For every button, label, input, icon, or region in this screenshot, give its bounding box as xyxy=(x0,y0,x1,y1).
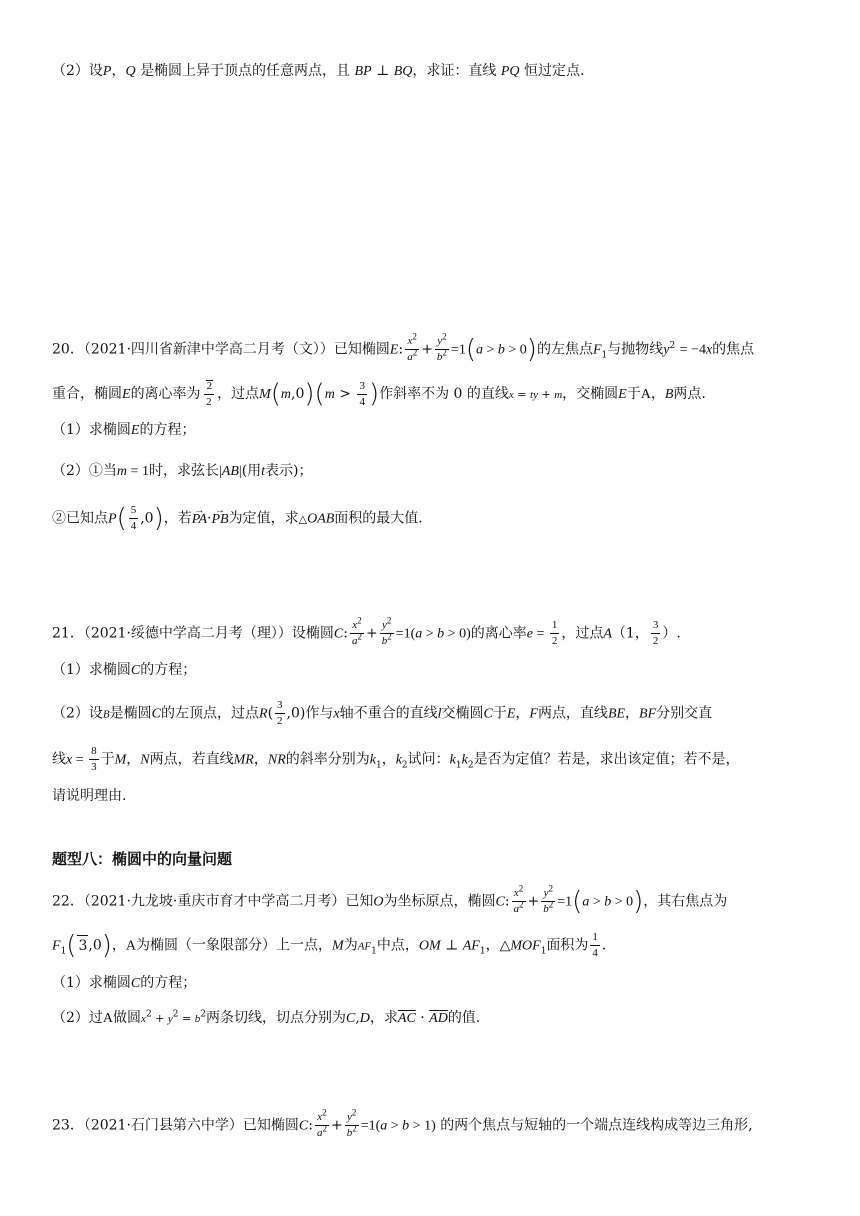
q22-part1: （1）求椭圆C的方程； xyxy=(52,975,197,991)
section-title: 题型八：椭圆中的向量问题 xyxy=(52,850,233,868)
q22-line2: $F_1$( 3,0)，A为椭圆（一象限部分）上一点，M为$AF_1$中点，OM ⊥ $AF_1$，$\triangle MOF_1$面积为 $\frac{1}{4}$ . xyxy=(52,930,607,961)
q19-part2-line: （2）设P，Q 是椭圆上异于顶点的任意两点，且 BP ⊥ BQ，求证：直线 PQ 恒过定点. xyxy=(52,63,585,79)
q22-part2: （2）过A做圆$x^2 + y^2 = b^2$两条切线，切点分别为C,D，求$\overline{AC} \cdot \overline{AD}$的值. xyxy=(52,1009,481,1026)
q23-line1: 23．（2021·石门县第六中学）已知椭圆C: $\frac{x^2}{a^2}$ + $\frac{y^2}{b^2}$ =1(a > b > 1) 的两个焦点与短轴的一个端点连线构成等边三角形, xyxy=(52,1107,753,1139)
q21-line5: 请说明理由. xyxy=(52,788,127,804)
q20-part1: （1）求椭圆E的方程； xyxy=(52,422,196,438)
q21-part1: （1）求椭圆C的方程； xyxy=(52,662,197,678)
q20-line2: 重合，椭圆E的离心率为 $\frac{2}{2}$ ，过点M(m,0)(m > $\frac{3}{4}$ )作斜率不为 0 的直线x = ty + m，交椭圆E于A，B两点. xyxy=(52,379,706,409)
q21-part2: （2）设B是椭圆C的左顶点，过点R( $\frac{3}{2}$ ,0)作与x轴不重合的直线l交椭圆C于E，F两点，直线BE，BF分别交直 xyxy=(52,699,713,727)
q22-line1: 22．（2021·九龙坡·重庆市育才中学高二月考）已知O为坐标原点，椭圆C: $\frac{x^2}{a^2}$ + $\frac{y^2}{b^2}$ =1(a > b > 0)，其右焦点为 xyxy=(52,883,728,917)
q20-line1: 20．（2021·四川省新津中学高二月考（文））已知椭圆E: $\frac{x^2}{a^2}$ + $\frac{y^2}{b^2}$ =1(a > b > 0)的左焦点$F_1$与抛物线$y^2 = -4x$的焦点 xyxy=(52,331,755,365)
q21-line4: 线x = $\frac{8}{3}$ 于M，N两点，若直线MR，NR的斜率分别为$k_1$，$k_2$试问：$k_1k_2$是否为定值？若是，求出该定值；若不是， xyxy=(52,745,740,773)
q20-part2: （2）①当m = 1时，求弦长|AB|(用t表示)； xyxy=(52,463,313,479)
q21-line1: 21．（2021·绥德中学高二月考（理））设椭圆C: $\frac{x^2}{a^2}$ + $\frac{y^2}{b^2}$ =1(a > b > 0)的离心率e = $\frac{1}{2}$ ，过点A（1， $\frac{3}{2}$ ）. xyxy=(52,615,681,647)
q20-part3: ②已知点P( $\frac{5}{4}$ ,0)，若→ PA·→ PB为定值，求△OAB面积的最大值. xyxy=(52,505,423,532)
